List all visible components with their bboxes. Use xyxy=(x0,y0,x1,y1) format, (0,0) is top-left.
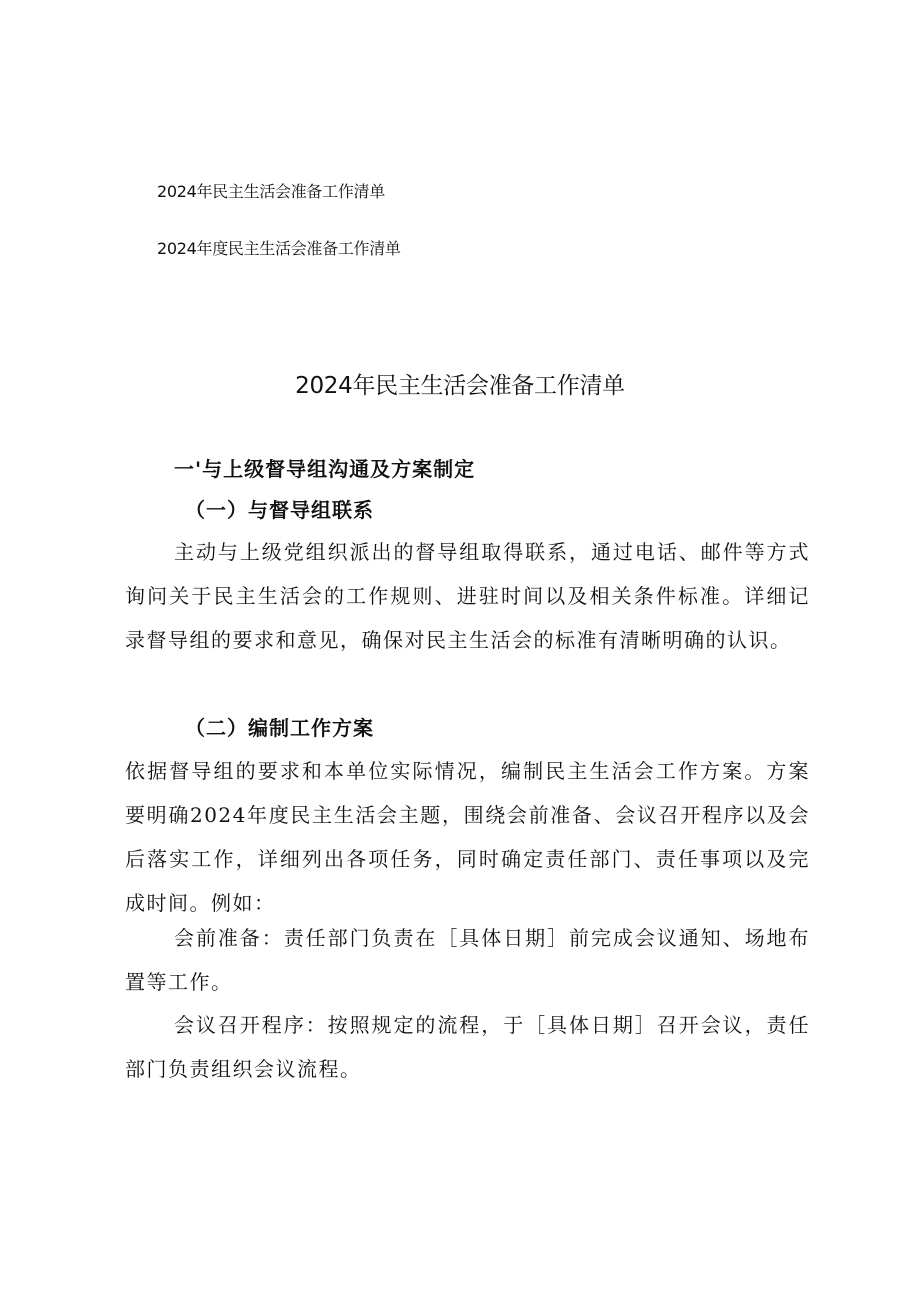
example-paragraph: 会前准备：责任部门负责在［具体日期］前完成会议通知、场地布置等工作。 xyxy=(125,926,810,994)
example-paragraph: 会议召开程序：按照规定的流程，于［具体日期］召开会议，责任部门负责组织会议流程。 xyxy=(125,1013,810,1081)
body-paragraph: 主动与上级党组织派出的督导组取得联系，通过电话、邮件等方式询问关于民主生活会的工作规则、进驻时间以及相关条件标准。详细记录督导组的要求和意见，确保对民主生活会的标准有清晰明确的认识。 xyxy=(125,540,810,652)
subsection-heading: （二）编制工作方案 xyxy=(185,716,374,740)
toc-line: 2024年民主生活会准备工作清单 xyxy=(157,182,385,201)
body-paragraph: 依据督导组的要求和本单位实际情况，编制民主生活会工作方案。方案要明确2024年度民主生活会主题，围绕会前准备、会议召开程序以及会后落实工作，详细列出各项任务，同时确定责任部门、责任事项以及完成时间。例如： xyxy=(125,759,810,915)
document-title: 2024年民主生活会准备工作清单 xyxy=(295,373,625,399)
subsection-heading: （一）与督导组联系 xyxy=(185,498,374,522)
section-heading: 一'与上级督导组沟通及方案制定 xyxy=(174,457,476,481)
toc-line: 2024年度民主生活会准备工作清单 xyxy=(157,239,401,258)
